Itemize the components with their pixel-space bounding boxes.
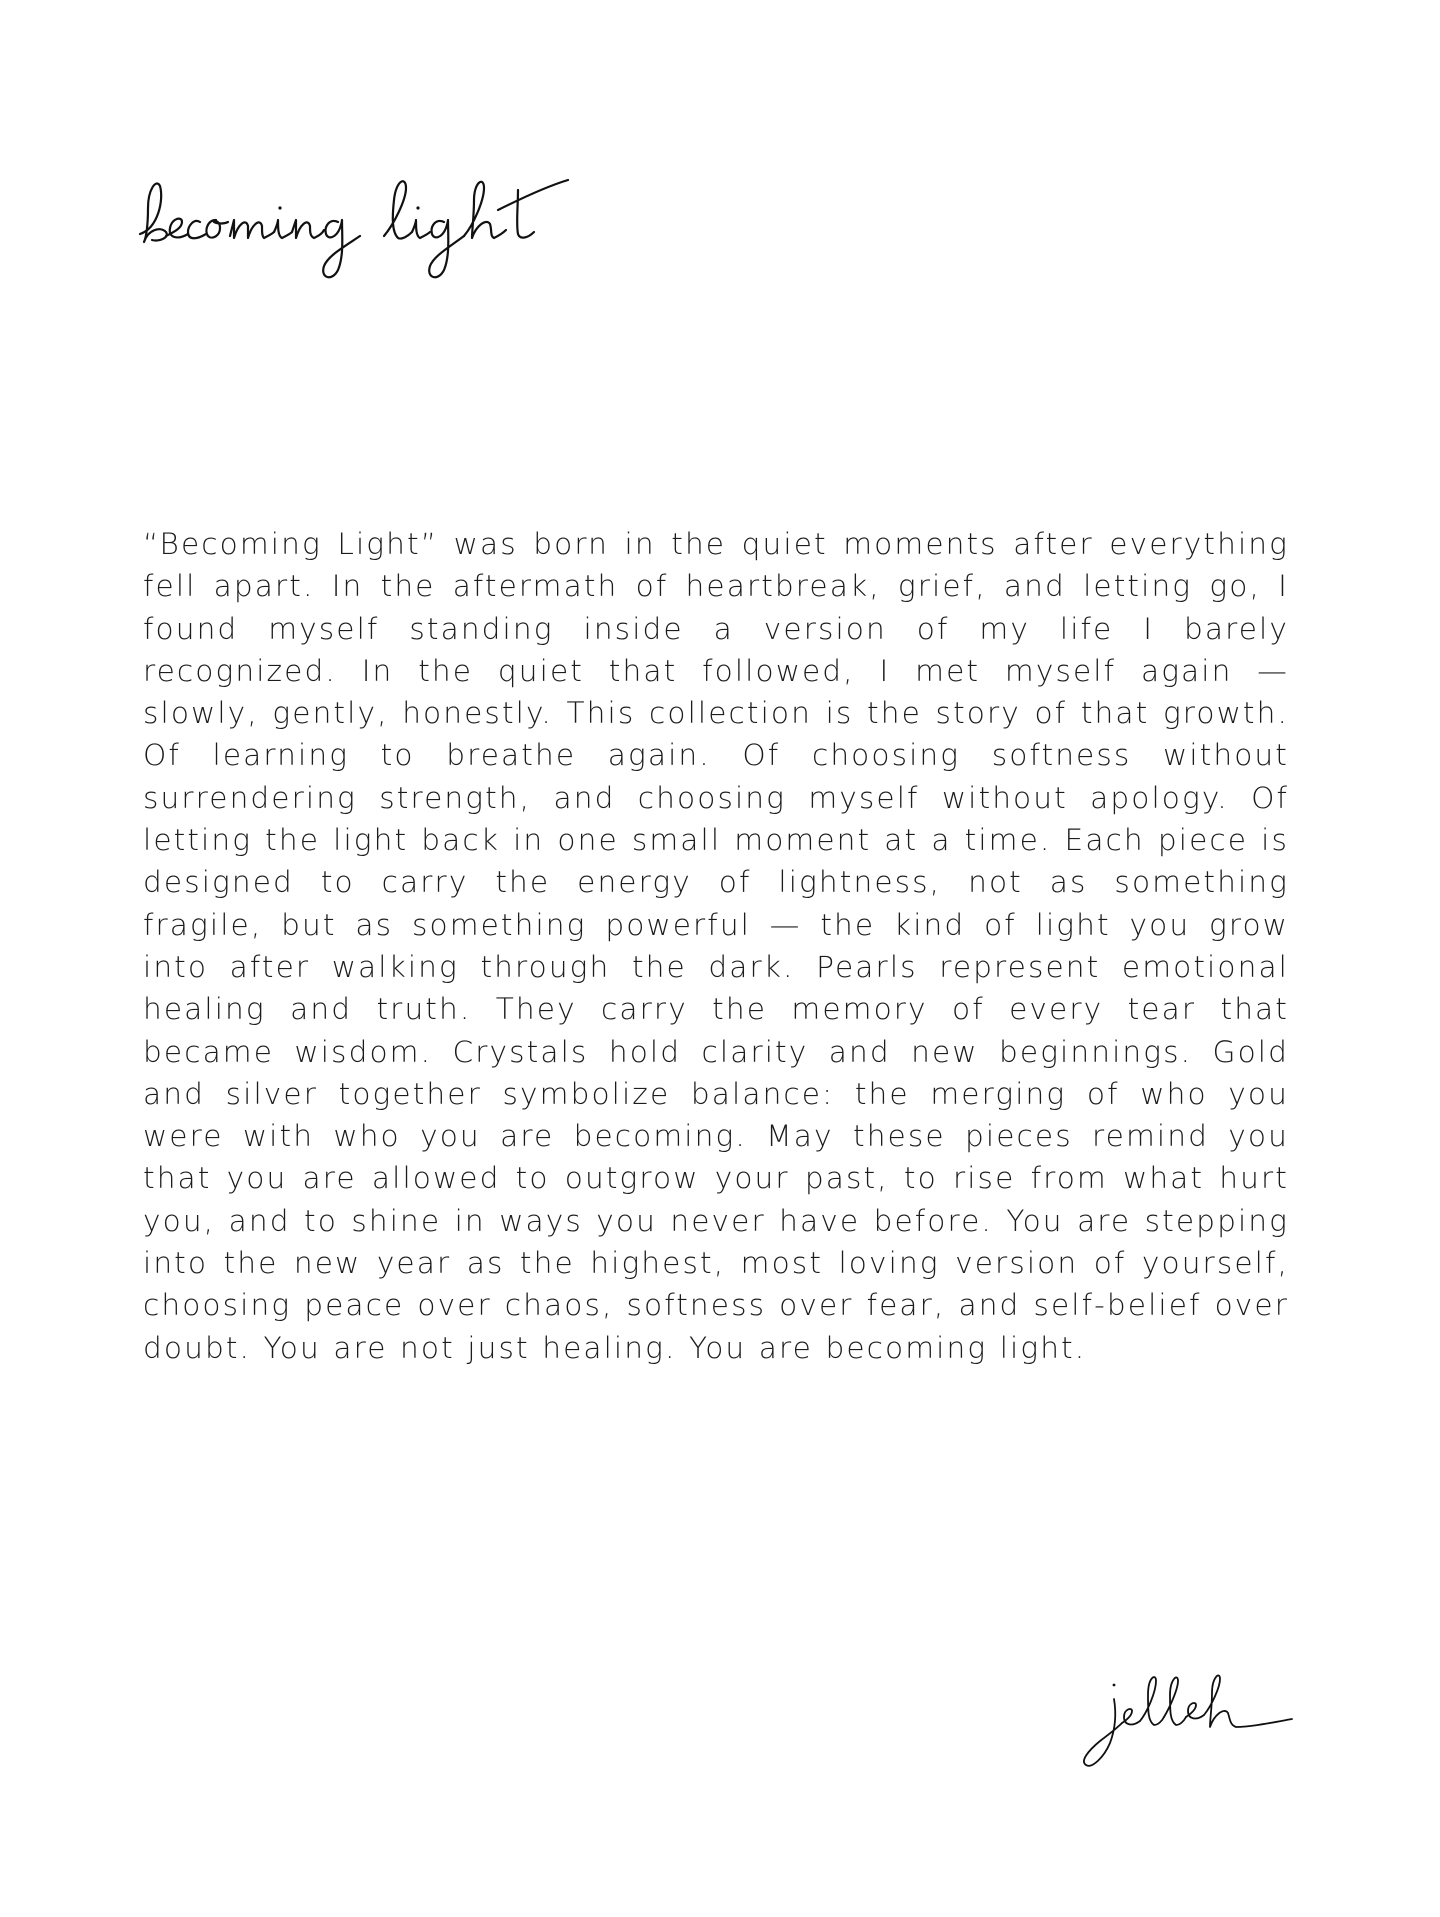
handwritten-title (138, 170, 598, 290)
body-paragraph: “Becoming Light” was born in the quiet moments after everything fell apart. In the aftermath of heartbreak, grief, and letting go, I found myself standing inside a version of my life I barely recognized. In the quiet that followed, I met myself again — slowly, gently, honestly. This collection is the story of that growth. Of learning to breathe again. Of choosing softness without surrendering strength, and choosing myself without apology. Of letting the light back in one small moment at a time. Each piece is designed to carry the energy of lightness, not as something fragile, but as something powerful — the kind of light you grow into after walking through the dark. Pearls represent emotional healing and truth. They carry the memory of every tear that became wisdom. Crystals hold clarity and new beginnings. Gold and silver together symbolize balance: the merging of who you were with who you are becoming. May these pieces remind you that you are allowed to outgrow your past, to rise from what hurt you, and to shine in ways you never have before. You are stepping into the new year as the highest, most loving version of yourself, choosing peace over chaos, softness over fear, and self-belief over doubt. You are not just healing. You are becoming light. (143, 527, 1289, 1365)
handwritten-signature (1070, 1665, 1295, 1775)
